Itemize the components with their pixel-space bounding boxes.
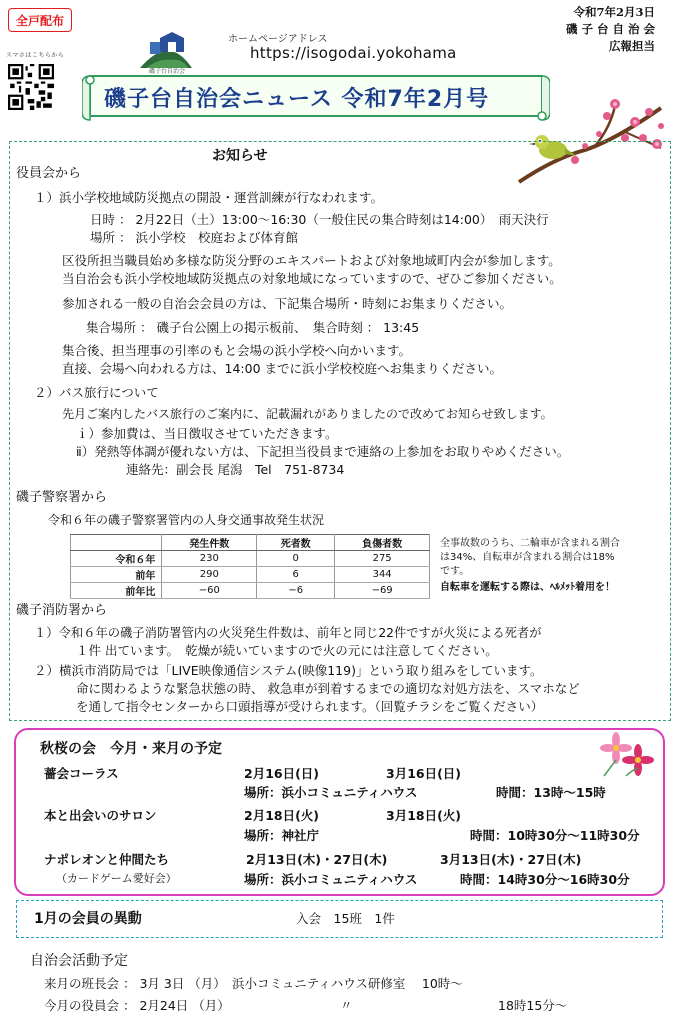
drill-text-5: 直接、会場へ向われる方は、14:00 までに浜小学校校庭へお集まりください。 xyxy=(62,361,502,376)
drill-datetime: 日時 ： 2月22日（土）13:00～16:30（一般住民の集合時刻は14:00） 雨天決行 xyxy=(90,212,549,227)
fire-text-2c: を通して指令センターから口頭指導が受けられます。（回覧チラシをご覧ください） xyxy=(76,699,544,714)
event-3-time: 時間：14時30分～16時30分 xyxy=(460,872,630,887)
event-3-date-mar: 3月13日(木)・27日(木) xyxy=(440,852,582,867)
drill-text-1: 区役所担当職員始め多様な防災分野のエキスパートおよび対象地域町内会が参加します。 xyxy=(62,253,561,268)
issue-info xyxy=(566,4,655,55)
board-section-title: 役員会から xyxy=(16,166,82,181)
issuer-dept: 広報担当 xyxy=(609,39,655,53)
homepage-label: ホームページアドレス xyxy=(228,34,328,45)
fire-section-title: 磯子消防署から xyxy=(16,603,108,618)
event-2-place: 場所：神社庁 xyxy=(244,828,320,843)
table-header-cell: 死者数 xyxy=(257,535,335,551)
table-cell: 前年比 xyxy=(71,583,162,599)
table-cell: 230 xyxy=(162,551,257,567)
schedule-title: 自治会活動予定 xyxy=(30,953,128,969)
event-1-date-mar: 3月16日(日) xyxy=(386,766,462,781)
table-cell: 0 xyxy=(257,551,335,567)
newsletter-title: 磯子台自治会ニュース 令和7年2月号 xyxy=(104,87,490,112)
table-row xyxy=(71,551,430,567)
event-1-name: 薔会コーラス xyxy=(44,766,119,781)
table-header-cell: 負傷者数 xyxy=(335,535,430,551)
event-3-place: 場所：浜小コミュニティハウス xyxy=(244,872,418,887)
schedule-leaders-meeting: 来月の班長会 ： 3月 3日 （月） 浜小コミュニティハウス研修室 10時～ xyxy=(44,976,463,991)
police-note xyxy=(440,537,620,595)
qr-caption: スマホはこちらから xyxy=(6,52,65,59)
bus-trip-health: ⅱ）発熱等体調が優れない方は、下記担当役員まで連絡の上参加をお取りやめください。 xyxy=(76,444,570,459)
table-cell: 令和６年 xyxy=(71,551,162,567)
police-note-line: です。 xyxy=(440,566,470,577)
schedule-board-time: 18時15分～ xyxy=(498,998,568,1013)
police-subtitle: 令和６年の磯子警察署管内の人身交通事故発生状況 xyxy=(48,513,325,527)
table-cell: 290 xyxy=(162,567,257,583)
schedule-board-meeting: 今月の役員会 ： 2月24日 （月） xyxy=(44,998,230,1013)
fire-text-1b: １件 出ています。 乾燥が続いていますので火の元には注意してください。 xyxy=(76,643,498,658)
event-2-name: 本と出会いのサロン xyxy=(44,808,157,823)
accident-stats-table xyxy=(70,534,430,599)
bus-trip-text: 先月ご案内したバス旅行のご案内に、記載漏れがありましたので改めてお知らせ致します。 xyxy=(62,407,553,421)
cosmos-flower-illustration xyxy=(596,730,656,778)
table-cell: −6 xyxy=(257,583,335,599)
table-header-cell: 発生件数 xyxy=(162,535,257,551)
table-header-cell xyxy=(71,535,162,551)
drill-text-3: 参加される一般の自治会会員の方は、下記集合場所・時刻にお集まりください。 xyxy=(62,296,513,311)
event-1-date-feb: 2月16日(日) xyxy=(244,766,320,781)
homepage-url[interactable]: https://isogodai.yokohama xyxy=(250,44,457,62)
event-1-time: 時間：13時～15時 xyxy=(496,785,606,800)
drill-text-2: 当自治会も浜小学校地域防災拠点の対象地域になっていますので、ぜひご参加ください。 xyxy=(62,271,562,286)
distribution-badge: 全戸配布 xyxy=(8,8,72,32)
event-2-date-feb: 2月18日(火) xyxy=(244,808,320,823)
drill-text-4: 集合後、担当理事の引率のもと会場の浜小学校へ向かいます。 xyxy=(62,343,412,358)
bus-trip-fee: ｉ）参加費は、当日徴収させていただきます。 xyxy=(76,426,338,441)
table-header-row xyxy=(71,535,430,551)
police-note-line: は34%、自転車が含まれる割合は18% xyxy=(440,552,615,563)
notice-heading: お知らせ xyxy=(212,148,268,164)
fire-text-2a: ２）横浜市消防局では「LIVE映像通信システム(映像119)」という取り組みをしています。 xyxy=(34,663,543,678)
issuer-org: 磯 子 台 自 治 会 xyxy=(565,22,655,36)
table-row xyxy=(71,567,430,583)
table-cell: 275 xyxy=(335,551,430,567)
police-section-title: 磯子警察署から xyxy=(16,490,108,505)
fire-text-1a: １）令和６年の磯子消防署管内の火災発生件数は、前年と同じ22件ですが火災による死者が xyxy=(34,626,542,640)
table-cell: 6 xyxy=(257,567,335,583)
table-cell: −60 xyxy=(162,583,257,599)
event-3-name: ナポレオンと仲間たち xyxy=(44,852,170,867)
schedule-board-place: 〃 xyxy=(340,998,353,1013)
event-3-subtitle: （カードゲーム愛好会） xyxy=(56,872,177,885)
table-cell: 344 xyxy=(335,567,430,583)
member-change-detail: 入会 15班 1件 xyxy=(296,911,395,926)
table-row xyxy=(71,583,430,599)
drill-meeting-point: 集合場所 ： 磯子台公園上の掲示板前、 集合時刻 ： 13:45 xyxy=(86,320,420,335)
drill-title: １）浜小学校地域防災拠点の開設・運営訓練が行なわれます。 xyxy=(34,190,384,205)
table-cell: 前年 xyxy=(71,567,162,583)
event-2-date-mar: 3月18日(火) xyxy=(386,808,462,823)
member-change-title: 1月の会員の異動 xyxy=(34,911,142,927)
association-logo xyxy=(138,28,194,70)
fire-text-2b: 命に関わるような緊急状態の時、 救急車が到着するまでの適切な対処方法を、スマホなど xyxy=(76,681,580,696)
bus-trip-title: ２）バス旅行について xyxy=(34,385,159,400)
event-1-place: 場所：浜小コミュニティハウス xyxy=(244,785,418,800)
issue-date: 令和7年2月3日 xyxy=(573,5,655,19)
qr-code-icon[interactable] xyxy=(8,64,54,110)
table-cell: −69 xyxy=(335,583,430,599)
event-3-date-feb: 2月13日(木)・27日(木) xyxy=(246,852,388,867)
drill-place: 場所 ： 浜小学校 校庭および体育館 xyxy=(90,230,298,245)
events-title: 秋桜の会 今月・来月の予定 xyxy=(40,741,222,757)
logo-caption: 磯子台自治会 xyxy=(148,68,185,75)
police-note-line: 全事故数のうち、二輪車が含まれる割合 xyxy=(440,538,620,549)
police-note-line: 自転車を運転する際は、ﾍﾙﾒｯﾄ着用を！ xyxy=(440,582,615,593)
bus-trip-contact: 連絡先：副会長 尾潟 Tel 751-8734 xyxy=(126,462,345,477)
event-2-time: 時間：10時30分～11時30分 xyxy=(470,828,640,843)
